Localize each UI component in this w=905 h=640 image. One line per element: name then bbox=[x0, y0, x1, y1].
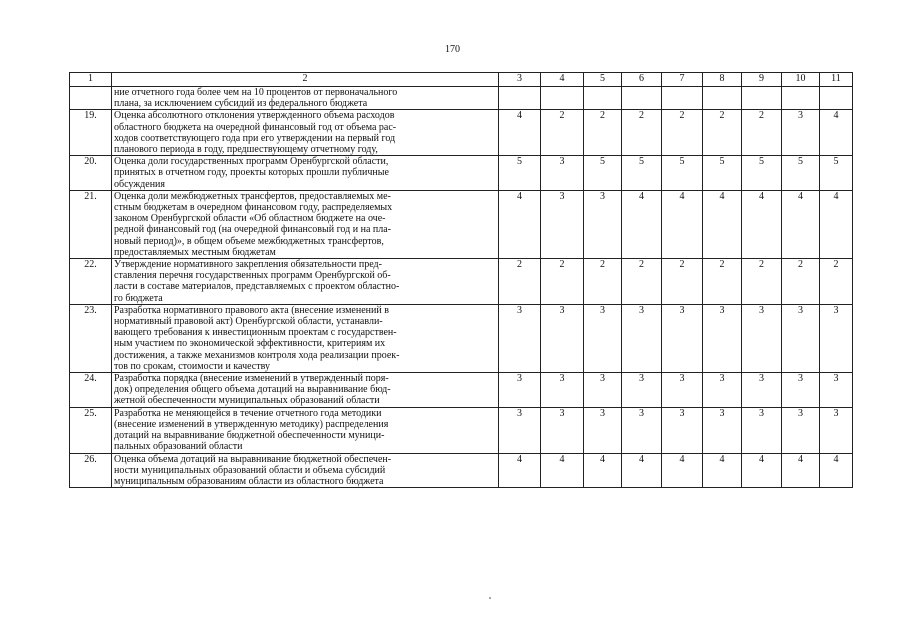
score-cell: 5 bbox=[622, 156, 662, 191]
score-cell: 3 bbox=[584, 407, 622, 453]
score-cell: 5 bbox=[662, 156, 703, 191]
row-number: 20. bbox=[70, 156, 112, 191]
header-cell: 8 bbox=[703, 73, 742, 87]
row-description: Оценка доли государственных программ Оренбургской области, принятых в отчетном году, проекты которых прошли публичные обсуждения bbox=[112, 156, 499, 191]
table-row bbox=[70, 453, 853, 488]
row-description: Разработка нормативного правового акта (внесение изменений в нормативный правовой акт) Оренбургской области, устанавли- вающего требования к инвестиционным проектам с государствен- ным участием по экономической эффективности, критериям их достижения, а также механизмов контроля хода реализации проек- тов по срокам, стоимости и качеству bbox=[112, 304, 499, 372]
score-cell: 4 bbox=[703, 453, 742, 488]
table-row bbox=[70, 110, 853, 156]
header-cell: 4 bbox=[541, 73, 584, 87]
score-cell: 3 bbox=[820, 373, 853, 408]
score-cell: 4 bbox=[820, 190, 853, 258]
score-cell: 3 bbox=[703, 304, 742, 372]
header-cell: 1 bbox=[70, 73, 112, 87]
score-cell: 5 bbox=[703, 156, 742, 191]
score-cell: 3 bbox=[584, 304, 622, 372]
table-row bbox=[70, 373, 853, 408]
score-cell: 3 bbox=[742, 407, 782, 453]
score-cell: 3 bbox=[541, 190, 584, 258]
row-number: 25. bbox=[70, 407, 112, 453]
score-cell: 2 bbox=[499, 259, 541, 305]
scan-speck bbox=[489, 597, 491, 599]
score-cell: 2 bbox=[622, 110, 662, 156]
header-cell: 5 bbox=[584, 73, 622, 87]
score-cell: 3 bbox=[782, 407, 820, 453]
score-cell: 3 bbox=[742, 304, 782, 372]
header-cell: 11 bbox=[820, 73, 853, 87]
score-cell: 2 bbox=[662, 110, 703, 156]
score-cell: 4 bbox=[662, 453, 703, 488]
score-cell: 4 bbox=[499, 190, 541, 258]
score-cell: 4 bbox=[742, 453, 782, 488]
table-row bbox=[70, 190, 853, 258]
score-cell: 3 bbox=[820, 304, 853, 372]
score-cell: 3 bbox=[541, 304, 584, 372]
score-cell: 3 bbox=[499, 407, 541, 453]
score-cell: 3 bbox=[541, 156, 584, 191]
row-description: Разработка порядка (внесение изменений в утвержденный поря- док) определения общего объема дотаций на выравнивание бюд- жетной обеспеченности муниципальных образований области bbox=[112, 373, 499, 408]
score-cell: 3 bbox=[622, 373, 662, 408]
score-cell: 3 bbox=[662, 407, 703, 453]
header-cell: 3 bbox=[499, 73, 541, 87]
score-cell: 4 bbox=[782, 190, 820, 258]
score-cell: 3 bbox=[703, 373, 742, 408]
score-cell bbox=[742, 87, 782, 110]
score-cell bbox=[703, 87, 742, 110]
score-cell: 5 bbox=[820, 156, 853, 191]
score-cell: 4 bbox=[622, 453, 662, 488]
score-cell: 3 bbox=[820, 407, 853, 453]
score-cell: 3 bbox=[499, 304, 541, 372]
score-cell: 4 bbox=[782, 453, 820, 488]
header-cell: 2 bbox=[112, 73, 499, 87]
score-cell: 3 bbox=[703, 407, 742, 453]
score-cell bbox=[820, 87, 853, 110]
score-cell: 5 bbox=[499, 156, 541, 191]
table-row bbox=[70, 87, 853, 110]
score-cell: 3 bbox=[662, 304, 703, 372]
score-cell bbox=[782, 87, 820, 110]
score-cell: 4 bbox=[541, 453, 584, 488]
scores-table bbox=[69, 72, 853, 488]
score-cell: 4 bbox=[703, 190, 742, 258]
score-cell: 2 bbox=[662, 259, 703, 305]
score-cell: 2 bbox=[703, 110, 742, 156]
score-cell: 4 bbox=[742, 190, 782, 258]
score-cell: 5 bbox=[584, 156, 622, 191]
header-cell: 9 bbox=[742, 73, 782, 87]
header-cell: 6 bbox=[622, 73, 662, 87]
table-row bbox=[70, 407, 853, 453]
score-cell: 4 bbox=[499, 110, 541, 156]
table-row bbox=[70, 156, 853, 191]
score-cell bbox=[622, 87, 662, 110]
row-description: Оценка абсолютного отклонения утвержденного объема расходов областного бюджета на очередной финансовый год от объема рас- ходов соответствующего года при его утверждении на первый год планового периода в году, предшествующему отчетному году, bbox=[112, 110, 499, 156]
row-number: 19. bbox=[70, 110, 112, 156]
page-number: 170 bbox=[445, 44, 460, 55]
table-row bbox=[70, 304, 853, 372]
score-cell: 2 bbox=[541, 110, 584, 156]
score-cell: 2 bbox=[742, 110, 782, 156]
row-description: Разработка не меняющейся в течение отчетного года методики (внесение изменений в утвержденную методику) распределения дотаций на выравнивание бюджетной обеспеченности муници- пальных образований области bbox=[112, 407, 499, 453]
row-description: Оценка объема дотаций на выравнивание бюджетной обеспечен- ности муниципальных образований области и объема субсидий муниципальным образованиям области из областного бюджета bbox=[112, 453, 499, 488]
row-number: 21. bbox=[70, 190, 112, 258]
score-cell: 3 bbox=[622, 407, 662, 453]
score-cell: 4 bbox=[499, 453, 541, 488]
score-cell bbox=[499, 87, 541, 110]
score-cell: 4 bbox=[662, 190, 703, 258]
score-cell: 3 bbox=[622, 304, 662, 372]
score-cell bbox=[541, 87, 584, 110]
row-number: 24. bbox=[70, 373, 112, 408]
header-row bbox=[70, 73, 853, 87]
score-cell: 2 bbox=[584, 259, 622, 305]
score-cell: 2 bbox=[622, 259, 662, 305]
score-cell: 4 bbox=[820, 453, 853, 488]
score-cell: 4 bbox=[820, 110, 853, 156]
row-description: Утверждение нормативного закрепления обязательности пред- ставления перечня государственных программ Оренбургской об- ласти в составе материалов, представляемых с проектом областно- го бюджета bbox=[112, 259, 499, 305]
score-cell: 2 bbox=[541, 259, 584, 305]
score-cell: 2 bbox=[742, 259, 782, 305]
score-cell bbox=[662, 87, 703, 110]
score-cell: 3 bbox=[782, 110, 820, 156]
score-cell: 3 bbox=[782, 373, 820, 408]
score-cell: 5 bbox=[742, 156, 782, 191]
score-cell: 3 bbox=[662, 373, 703, 408]
row-number: 26. bbox=[70, 453, 112, 488]
score-cell: 3 bbox=[742, 373, 782, 408]
score-cell: 3 bbox=[782, 304, 820, 372]
score-cell bbox=[584, 87, 622, 110]
score-cell: 2 bbox=[782, 259, 820, 305]
table-body bbox=[70, 87, 853, 488]
score-cell: 3 bbox=[584, 373, 622, 408]
score-cell: 3 bbox=[541, 373, 584, 408]
score-cell: 2 bbox=[703, 259, 742, 305]
score-cell: 3 bbox=[584, 190, 622, 258]
row-number: 22. bbox=[70, 259, 112, 305]
row-description: ние отчетного года более чем на 10 процентов от первоначального плана, за исключением субсидий из федерального бюджета bbox=[112, 87, 499, 110]
score-cell: 4 bbox=[584, 453, 622, 488]
header-cell: 7 bbox=[662, 73, 703, 87]
score-cell: 2 bbox=[820, 259, 853, 305]
row-number bbox=[70, 87, 112, 110]
score-cell: 3 bbox=[499, 373, 541, 408]
score-cell: 2 bbox=[584, 110, 622, 156]
score-cell: 4 bbox=[622, 190, 662, 258]
row-description: Оценка доли межбюджетных трансфертов, предоставляемых ме- стным бюджетам в очередном финансовом году, распределяемых законом Оренбургской области «Об областном бюджете на оче- редной финансовый год (на очередной финансовый год и на пла- новый период)», в общем объеме межбюджетных трансфертов, предоставляемых местным бюджетам bbox=[112, 190, 499, 258]
row-number: 23. bbox=[70, 304, 112, 372]
score-cell: 3 bbox=[541, 407, 584, 453]
score-cell: 5 bbox=[782, 156, 820, 191]
header-cell: 10 bbox=[782, 73, 820, 87]
table-row bbox=[70, 259, 853, 305]
